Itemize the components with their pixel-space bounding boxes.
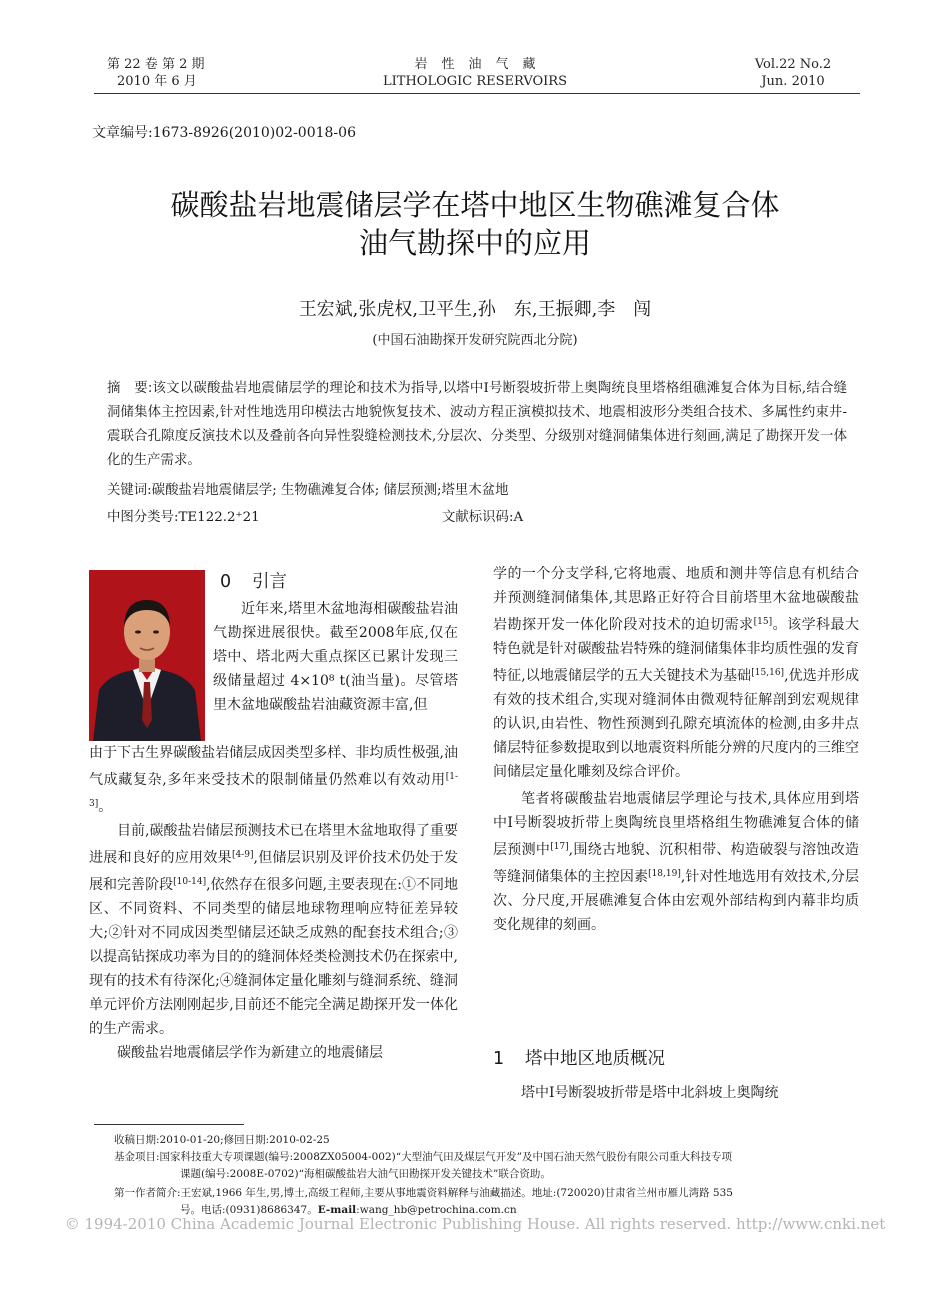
- intro-body: [89, 741, 458, 1065]
- section-0-number: 0: [220, 572, 232, 592]
- right-p1-text-b: 。该学科最大特色就是针对碳酸盐岩特殊的缝洞储集体非均质性强的发育特征,以地震储层学的五大关键技术为基础: [493, 617, 860, 684]
- paper-title-line2: 油气勘探中的应用: [358, 226, 591, 260]
- section-0-title: 引言: [252, 572, 287, 592]
- header-date-cn: 2010 年 6 月: [117, 74, 197, 89]
- intro-p2-text-a: 目前,碳酸盐岩储层预测技术已在塔里木盆地取得了重要进展和良好的应用效果: [89, 823, 458, 866]
- article-number: 文章编号:1673-8926(2010)02-0018-06: [92, 125, 356, 141]
- footnote-bio-phone: 号。电话:(0931)8686347。: [180, 1204, 318, 1216]
- footnote-author-bio: [114, 1185, 859, 1219]
- header-volume-en: [742, 56, 844, 90]
- affiliation: (中国石油勘探开发研究院西北分院): [372, 333, 578, 348]
- abstract-label: 摘 要:: [107, 381, 153, 396]
- citation: [1-3]: [89, 772, 458, 809]
- right-p1-text-a: 学的一个分支学科,它将地震、地质和测井等信息有机结合并预测缝洞储集体,其思路正好符合目前塔里木盆地碳酸盐岩勘探开发一体化阶段对技术的迫切需求: [493, 566, 859, 633]
- citation: [15]: [753, 617, 773, 627]
- section-1-body: [493, 1081, 859, 1105]
- footnote-bio-line1: 第一作者简介:王宏斌,1966 年生,男,博士,高级工程师,主要从事地震资料解释与油藏描述。地址:(720020)甘肃省兰州市雁儿湾路 535: [114, 1187, 733, 1199]
- right-p1-text-c: ,优选并形成有效的技术组合,实现对缝洞体由微观特征解剖到宏观规律的认识,由岩性、物性预测到孔隙充填流体的检测,由多井点储层特征参数提取到以地震资料所能分辨的尺度内的三维空间储层定量化雕刻及综合评价。: [493, 668, 860, 780]
- section-1-heading: [493, 1045, 665, 1070]
- abstract: [107, 377, 847, 473]
- intro-paragraph-1-cont: [89, 741, 458, 819]
- header-journal-en: LITHOLOGIC RESERVOIRS: [383, 74, 567, 89]
- footnote-rule: [94, 1124, 244, 1125]
- authors: 王宏斌,张虎权,卫平生,孙 东,王振卿,李 闯: [298, 299, 652, 320]
- intro-narrow-text: 近年来,塔里木盆地海相碳酸盐岩油气勘探进展很快。截至2008年底,仅在塔中、塔北两大重点探区已累计发现三级储量超过 4×10⁸ t(油当量)。尽管塔里木盆地碳酸盐岩油藏资源丰富,但: [213, 601, 458, 713]
- footnote-funding: [114, 1149, 859, 1183]
- right-column-body: [493, 562, 859, 937]
- footnote-email-label: E-mail: [317, 1204, 357, 1216]
- right-p2-text-b: ,围绕古地貌、沉积相带、构造破裂与溶蚀改造等缝洞储集体的主控因素: [493, 842, 860, 885]
- citation: [17]: [550, 842, 569, 852]
- footnote-funding-line1: 基金项目:国家科技重大专项课题(编号:2008ZX05004-002)“大型油气田及煤层气开发”及中国石油天然气股份有限公司重大科技专项: [114, 1151, 732, 1163]
- abstract-text: 该文以碳酸盐岩地震储层学的理论和技术为指导,以塔中Ⅰ号断裂坡折带上奥陶统良里塔格组礁滩复合体为目标,结合缝洞储集体主控因素,针对性地选用印模法古地貌恢复技术、波动方程正演模拟技术、地震相波形分类组合技术、多属性约束井-震联合孔隙度反演技术以及叠前各向异性裂缝检测技术,分层次、分类型、分级别对缝洞储集体进行刻画,满足了勘探开发一体化的生产需求。: [107, 381, 847, 468]
- header-rule: [94, 93, 860, 94]
- right-p2-text-a: 笔者将碳酸盐岩地震储层学理论与技术,具体应用到塔中Ⅰ号断裂坡折带上奥陶统良里塔格组生物礁滩复合体的储层预测中: [493, 791, 859, 858]
- section-1-title: 塔中地区地质概况: [525, 1049, 665, 1069]
- citation: [18,19]: [648, 869, 681, 879]
- footnote-email: :wang_hb@petrochina.com.cn: [356, 1204, 517, 1216]
- author-photo: [89, 570, 205, 741]
- citation: [4-9]: [231, 850, 254, 860]
- header-journal-cn: 岩性油气藏: [414, 57, 550, 72]
- right-p2-text-c: ,针对性地选用有效技术,分层次、分尺度,开展礁滩复合体由宏观外部结构到内幕非均质变化规律的刻画。: [493, 869, 860, 933]
- intro-p2-text-c: ,依然存在很多问题,主要表现在:①不同地区、不同资料、不同类型的储层地球物理响应特征差异较大;②针对不同成因类型储层还缺乏成熟的配套技术组合;③以提高钻探成功率为目的的缝洞体烃类检测技术仍在探索中,现有的技术有待深化;④缝洞体定量化雕刻与缝洞系统、缝洞单元评价方法刚刚起步,目前还不能完全满足勘探开发一体化的生产需求。: [89, 877, 459, 1037]
- paper-title: [0, 186, 950, 262]
- document-code: 文献标识码:A: [442, 510, 524, 525]
- citation: [10-14]: [173, 877, 207, 887]
- paper-title-line1: 碳酸盐岩地震储层学在塔中地区生物礁滩复合体: [170, 188, 780, 222]
- right-paragraph-1: [493, 562, 859, 784]
- copyright-watermark: © 1994-2010 China Academic Journal Electronic Publishing House. All rights reserved. http://www.cnki.net: [64, 1215, 886, 1233]
- section-0-heading: [220, 568, 287, 593]
- intro-paragraph-1: [213, 597, 458, 717]
- section-1-paragraph-1: 塔中Ⅰ号断裂坡折带是塔中北斜坡上奥陶统: [521, 1085, 779, 1101]
- intro-paragraph-3: 碳酸盐岩地震储层学作为新建立的地震储层: [117, 1045, 383, 1061]
- author-portrait-image: [89, 570, 205, 741]
- intro-p2-text-b: ,但储层识别及评价技术仍处于发展和完善阶段: [89, 850, 459, 893]
- intro-p1-text: 由于下古生界碳酸盐岩储层成因类型多样、非均质性极强,油气成藏复杂,多年来受技术的限制储量仍然难以有效动用: [89, 745, 458, 788]
- intro-p1-end: 。: [98, 799, 113, 815]
- footnote-funding-line2: 课题(编号:2008E-0702)“海相碳酸盐岩大油气田勘探开发关键技术”联合资助。: [180, 1168, 551, 1180]
- classification-code: 中图分类号:TE122.2⁺21: [107, 510, 260, 525]
- keywords: 关键词:碳酸盐岩地震储层学; 生物礁滩复合体; 储层预测;塔里木盆地: [107, 483, 509, 498]
- header-volume-cn-text: 第 22 卷 第 2 期: [107, 57, 205, 72]
- section-1-number: 1: [493, 1049, 505, 1069]
- intro-paragraph-2: [89, 819, 458, 1041]
- header-volume-en-text: Vol.22 No.2: [754, 57, 832, 72]
- citation: [15,16]: [751, 668, 785, 678]
- right-paragraph-2: [493, 787, 859, 937]
- footnote-received: 收稿日期:2010-01-20;修回日期:2010-02-25: [114, 1134, 330, 1146]
- header-date-en: Jun. 2010: [761, 74, 825, 89]
